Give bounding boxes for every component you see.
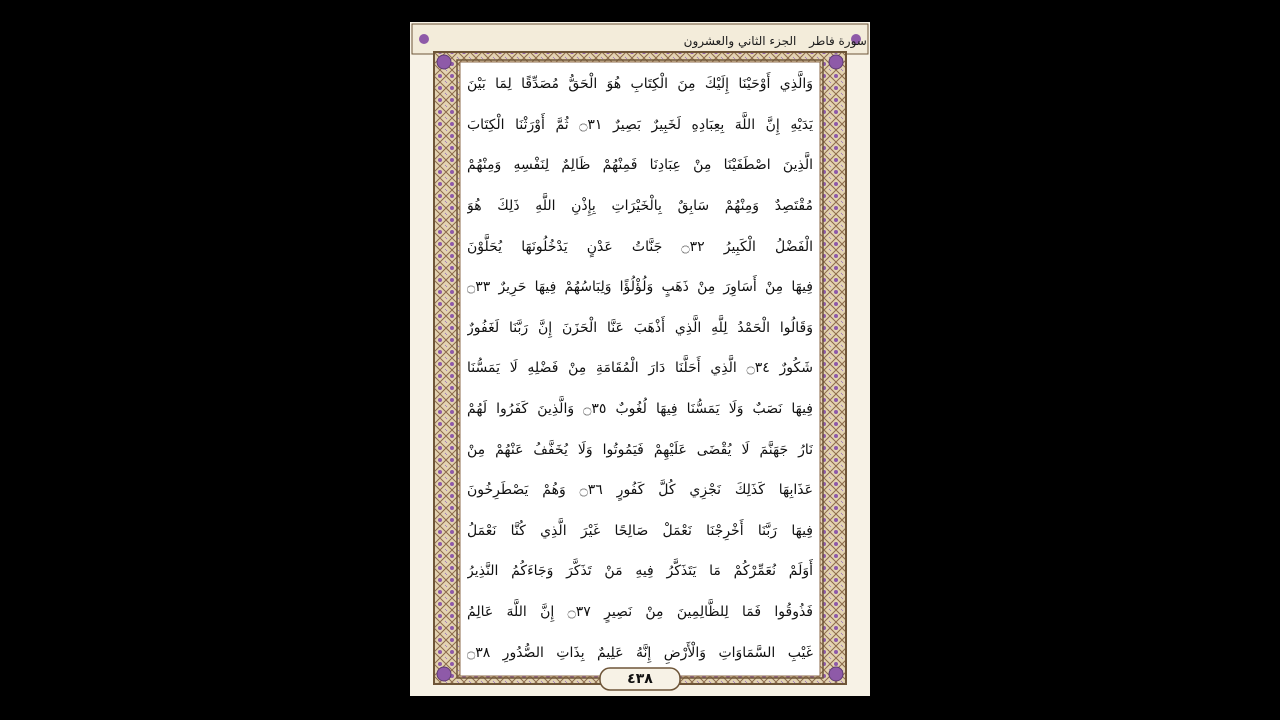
surah-label: سورة فاطر (809, 34, 867, 48)
mushaf-page (410, 22, 870, 696)
verse-line: فَذُوقُوا فَمَا لِلظَّالِمِينَ مِنْ نَصِيرٍ ۝٣٧ إِنَّ اللَّهَ عَالِمُ (467, 604, 813, 621)
page-header (410, 22, 870, 62)
verse-line: الْفَضْلُ الْكَبِيرُ ۝٣٢ جَنَّاتُ عَدْنٍ يَدْخُلُونَهَا يُحَلَّوْنَ (467, 238, 813, 255)
verse-line: وَقَالُوا الْحَمْدُ لِلَّهِ الَّذِي أَذْهَبَ عَنَّا الْحَزَنَ إِنَّ رَبَّنَا لَغَفُورٌ (467, 319, 813, 336)
verse-line: مُقْتَصِدٌ وَمِنْهُمْ سَابِقٌ بِالْخَيْرَاتِ بِإِذْنِ اللَّهِ ذَلِكَ هُوَ (467, 198, 813, 215)
juz-label: الجزء الثاني والعشرون (683, 34, 797, 48)
verse-line: الَّذِينَ اصْطَفَيْنَا مِنْ عِبَادِنَا فَمِنْهُمْ ظَالِمٌ لِنَفْسِهِ وَمِنْهُمْ (467, 157, 813, 174)
verse-line: وَالَّذِي أَوْحَيْنَا إِلَيْكَ مِنَ الْكِتَابِ هُوَ الْحَقُّ مُصَدِّقًا لِمَا بَيْنَ (467, 76, 813, 93)
verse-text-block (467, 64, 813, 673)
page-number: ٤٣٨ (627, 671, 653, 687)
verse-line: فِيهَا مِنْ أَسَاوِرَ مِنْ ذَهَبٍ وَلُؤْلُؤًا وَلِبَاسُهُمْ فِيهَا حَرِيرٌ ۝٣٣ (467, 279, 813, 296)
verse-line: غَيْبِ السَّمَاوَاتِ وَالْأَرْضِ إِنَّهُ عَلِيمٌ بِذَاتِ الصُّدُورِ ۝٣٨ (467, 644, 813, 661)
verse-line: فِيهَا نَصَبٌ وَلَا يَمَسُّنَا فِيهَا لُغُوبٌ ۝٣٥ وَالَّذِينَ كَفَرُوا لَهُمْ (467, 401, 813, 418)
verse-line: عَذَابِهَا كَذَلِكَ نَجْزِي كُلَّ كَفُورٍ ۝٣٦ وَهُمْ يَصْطَرِخُونَ (467, 482, 813, 499)
verse-line: فِيهَا رَبَّنَا أَخْرِجْنَا نَعْمَلْ صَالِحًا غَيْرَ الَّذِي كُنَّا نَعْمَلُ (467, 522, 813, 539)
verse-line: أَوَلَمْ نُعَمِّرْكُمْ مَا يَتَذَكَّرُ فِيهِ مَنْ تَذَكَّرَ وَجَاءَكُمُ النَّذِيرُ (467, 563, 813, 580)
verse-line: شَكُورٌ ۝٣٤ الَّذِي أَحَلَّنَا دَارَ الْمُقَامَةِ مِنْ فَضْلِهِ لَا يَمَسُّنَا (467, 360, 813, 377)
page-number-cartouche (605, 668, 675, 690)
verse-line: نَارُ جَهَنَّمَ لَا يُقْضَى عَلَيْهِمْ فَيَمُوتُوا وَلَا يُخَفَّفُ عَنْهُمْ مِنْ (467, 441, 813, 458)
verse-line: يَدَيْهِ إِنَّ اللَّهَ بِعِبَادِهِ لَخَبِيرٌ بَصِيرٌ ۝٣١ ثُمَّ أَوْرَثْنَا الْكِتَابَ (467, 116, 813, 133)
